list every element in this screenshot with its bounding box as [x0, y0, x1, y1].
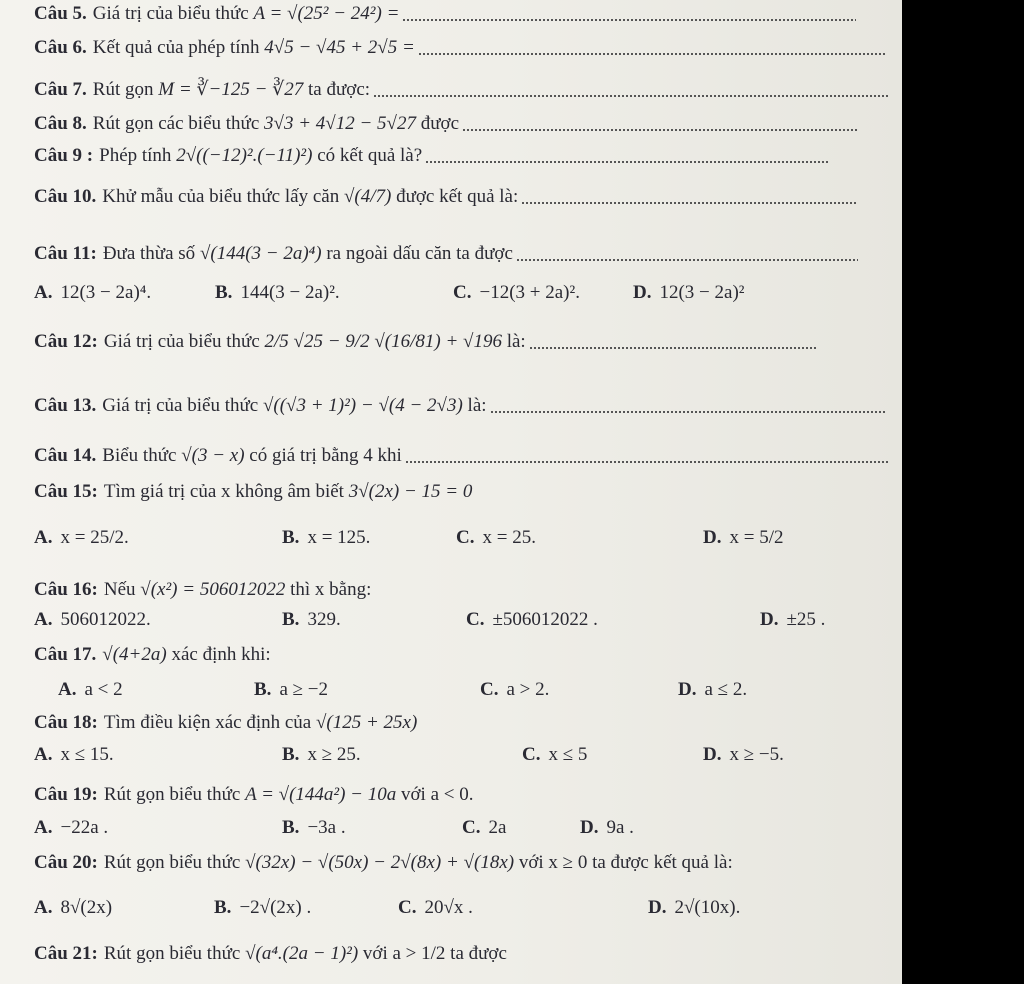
question-tail: ta được: [308, 79, 371, 100]
option-letter: D. [633, 282, 652, 303]
q20-option-b[interactable] [214, 898, 311, 917]
option-letter: D. [580, 817, 599, 838]
option-letter: B. [282, 609, 300, 630]
option-value: x = 25/2. [60, 527, 129, 548]
answer-dots [406, 461, 888, 463]
q11-option-a[interactable] [34, 283, 151, 302]
answer-dots [419, 53, 886, 55]
question-20 [34, 853, 733, 872]
question-text: Khử mẫu của biểu thức lấy căn [102, 186, 340, 207]
q15-option-d[interactable] [703, 528, 783, 547]
question-text: Rút gọn biểu thức [103, 943, 241, 964]
option-letter: C. [480, 679, 499, 700]
q19-option-a[interactable] [34, 818, 108, 837]
question-14 [34, 446, 888, 465]
question-6 [34, 38, 886, 57]
answer-dots [517, 259, 858, 261]
math-expr: √(a⁴.(2a − 1)²) [245, 943, 359, 964]
question-label: Câu 17. [34, 644, 97, 665]
question-tail: có kết quả là? [317, 145, 423, 166]
question-5 [34, 4, 856, 23]
question-17 [34, 645, 271, 664]
option-letter: B. [254, 679, 272, 700]
question-label: Câu 8. [34, 113, 87, 134]
q17-option-d[interactable] [678, 680, 747, 699]
option-letter: B. [282, 527, 300, 548]
question-label: Câu 14. [34, 445, 97, 466]
question-label: Câu 5. [34, 3, 87, 24]
option-value: −12(3 + 2a)². [479, 282, 580, 303]
option-value: x = 125. [307, 527, 371, 548]
q18-option-d[interactable] [703, 745, 784, 764]
answer-dots [491, 411, 886, 413]
question-13 [34, 396, 886, 415]
option-letter: C. [466, 609, 485, 630]
question-text: Tìm giá trị của x không âm biết [103, 481, 344, 502]
option-value: a ≥ −2 [279, 679, 329, 700]
question-tail: là: [506, 331, 526, 352]
q16-option-d[interactable] [760, 610, 825, 629]
math-expr: 2/5 √25 − 9/2 √(16/81) + √196 [264, 331, 502, 352]
option-value: 20√x . [424, 897, 473, 918]
option-letter: A. [34, 744, 53, 765]
option-value: x ≥ −5. [729, 744, 784, 765]
question-label: Câu 10. [34, 186, 97, 207]
q20-option-a[interactable] [34, 898, 112, 917]
answer-dots [374, 95, 888, 97]
question-tail: với x ≥ 0 ta được kết quả là: [518, 852, 733, 873]
question-18 [34, 713, 417, 732]
q15-option-b[interactable] [282, 528, 370, 547]
option-letter: D. [703, 527, 722, 548]
option-value: x = 25. [482, 527, 536, 548]
question-text: Kết quả của phép tính [92, 37, 260, 58]
question-tail: được kết quả là: [396, 186, 519, 207]
question-8 [34, 114, 858, 133]
question-text: Rút gọn biểu thức [103, 852, 241, 873]
option-letter: A. [34, 609, 53, 630]
q19-option-b[interactable] [282, 818, 346, 837]
question-text: Giá trị của biểu thức [103, 331, 260, 352]
option-letter: D. [760, 609, 779, 630]
option-value: x ≤ 15. [60, 744, 114, 765]
q11-option-b[interactable] [215, 283, 340, 302]
math-expr: 2√((−12)².(−11)²) [176, 145, 313, 166]
option-value: 8√(2x) [60, 897, 113, 918]
option-value: a < 2 [84, 679, 123, 700]
option-value: ±506012022 . [492, 609, 598, 630]
option-value: a > 2. [506, 679, 550, 700]
option-value: 12(3 − 2a)² [659, 282, 745, 303]
answer-dots [403, 19, 856, 21]
option-value: 2√(10x). [674, 897, 741, 918]
option-letter: A. [34, 527, 53, 548]
option-letter: A. [34, 897, 53, 918]
question-tail: ra ngoài dấu căn ta được [326, 243, 513, 264]
question-label: Câu 20: [34, 852, 98, 873]
math-expr: A = √(144a²) − 10a [245, 784, 397, 805]
q18-option-a[interactable] [34, 745, 114, 764]
option-letter: C. [398, 897, 417, 918]
question-text: Rút gọn [92, 79, 154, 100]
option-letter: A. [34, 817, 53, 838]
option-letter: C. [456, 527, 475, 548]
question-text: Rút gọn biểu thức [103, 784, 241, 805]
question-tail: là: [467, 395, 487, 416]
answer-dots [522, 202, 856, 204]
q18-option-c[interactable] [522, 745, 587, 764]
math-expr: 3√3 + 4√12 − 5√27 [264, 113, 416, 134]
question-text: Giá trị của biểu thức [102, 395, 259, 416]
question-text: Biểu thức [102, 445, 177, 466]
option-value: x = 5/2 [729, 527, 784, 548]
option-letter: C. [462, 817, 481, 838]
option-value: 2a [488, 817, 507, 838]
question-19 [34, 785, 473, 804]
question-label: Câu 19: [34, 784, 98, 805]
q19-option-c[interactable] [462, 818, 506, 837]
answer-dots [530, 347, 816, 349]
option-letter: D. [703, 744, 722, 765]
question-label: Câu 6. [34, 37, 87, 58]
question-10 [34, 187, 856, 206]
question-label: Câu 12: [34, 331, 98, 352]
q15-option-c[interactable] [456, 528, 536, 547]
option-value: 506012022. [60, 609, 151, 630]
question-text: Đưa thừa số [102, 243, 196, 264]
q18-option-b[interactable] [282, 745, 361, 764]
q11-option-c[interactable] [453, 283, 580, 302]
question-label: Câu 18: [34, 712, 98, 733]
question-tail: được [420, 113, 459, 134]
q16-option-c[interactable] [466, 610, 598, 629]
option-letter: A. [34, 282, 53, 303]
q20-option-c[interactable] [398, 898, 473, 917]
option-value: −2√(2x) . [239, 897, 312, 918]
answer-dots [463, 129, 858, 131]
question-label: Câu 7. [34, 79, 87, 100]
question-text: Phép tính [99, 145, 172, 166]
math-expr: √(x²) = 506012022 [140, 579, 286, 600]
math-expr: A = √(25² − 24²) = [253, 3, 400, 24]
question-text: Giá trị của biểu thức [92, 3, 249, 24]
question-label: Câu 21: [34, 943, 98, 964]
question-21 [34, 944, 507, 963]
option-letter: D. [678, 679, 697, 700]
option-value: 329. [307, 609, 341, 630]
option-letter: C. [453, 282, 472, 303]
q15-option-a[interactable] [34, 528, 129, 547]
math-expr: M = ∛−125 − ∛27 [158, 79, 304, 100]
answer-dots [426, 161, 828, 163]
option-value: 12(3 − 2a)⁴. [60, 282, 152, 303]
option-value: 144(3 − 2a)². [240, 282, 340, 303]
question-tail: có giá trị bằng 4 khi [249, 445, 402, 466]
option-letter: B. [282, 744, 300, 765]
question-9 [34, 146, 828, 165]
option-value: x ≤ 5 [548, 744, 588, 765]
black-border [902, 0, 1024, 984]
question-label: Câu 15: [34, 481, 98, 502]
q17-option-a[interactable] [58, 680, 123, 699]
question-tail: với a < 0. [401, 784, 474, 805]
question-text: Rút gọn các biểu thức [92, 113, 260, 134]
q17-option-b[interactable] [254, 680, 328, 699]
option-letter: B. [282, 817, 300, 838]
math-expr: √(32x) − √(50x) − 2√(8x) + √(18x) [245, 852, 515, 873]
option-value: a ≤ 2. [704, 679, 748, 700]
question-12 [34, 332, 816, 351]
question-label: Câu 11: [34, 243, 97, 264]
math-expr: √(4/7) [343, 186, 392, 207]
q11-option-d[interactable] [633, 283, 744, 302]
math-expr: 3√(2x) − 15 = 0 [348, 481, 473, 502]
q17-option-c[interactable] [480, 680, 549, 699]
math-expr: √(125 + 25x) [315, 712, 418, 733]
option-value: −3a . [307, 817, 346, 838]
option-value: 9a . [606, 817, 634, 838]
option-letter: A. [58, 679, 77, 700]
question-text: Tìm điều kiện xác định của [103, 712, 312, 733]
question-15 [34, 482, 472, 501]
question-label: Câu 9 : [34, 145, 94, 166]
q19-option-d[interactable] [580, 818, 634, 837]
question-tail: xác định khi: [171, 644, 271, 665]
q16-option-a[interactable] [34, 610, 151, 629]
math-expr: √(3 − x) [181, 445, 245, 466]
question-16 [34, 580, 371, 599]
question-label: Câu 13. [34, 395, 97, 416]
question-11 [34, 244, 858, 263]
option-value: x ≥ 25. [307, 744, 361, 765]
question-label: Câu 16: [34, 579, 98, 600]
q16-option-b[interactable] [282, 610, 341, 629]
math-expr: √(144(3 − 2a)⁴) [199, 243, 322, 264]
question-tail: với a > 1/2 ta được [362, 943, 507, 964]
question-text: Nếu [103, 579, 136, 600]
question-tail: thì x bằng: [290, 579, 372, 600]
math-expr: 4√5 − √45 + 2√5 = [264, 37, 415, 58]
option-value: ±25 . [786, 609, 826, 630]
q20-option-d[interactable] [648, 898, 740, 917]
option-letter: D. [648, 897, 667, 918]
question-7 [34, 80, 888, 99]
option-value: −22a . [60, 817, 109, 838]
option-letter: C. [522, 744, 541, 765]
option-letter: B. [214, 897, 232, 918]
option-letter: B. [215, 282, 233, 303]
math-expr: √(4+2a) [102, 644, 167, 665]
math-expr: √((√3 + 1)²) − √(4 − 2√3) [262, 395, 463, 416]
